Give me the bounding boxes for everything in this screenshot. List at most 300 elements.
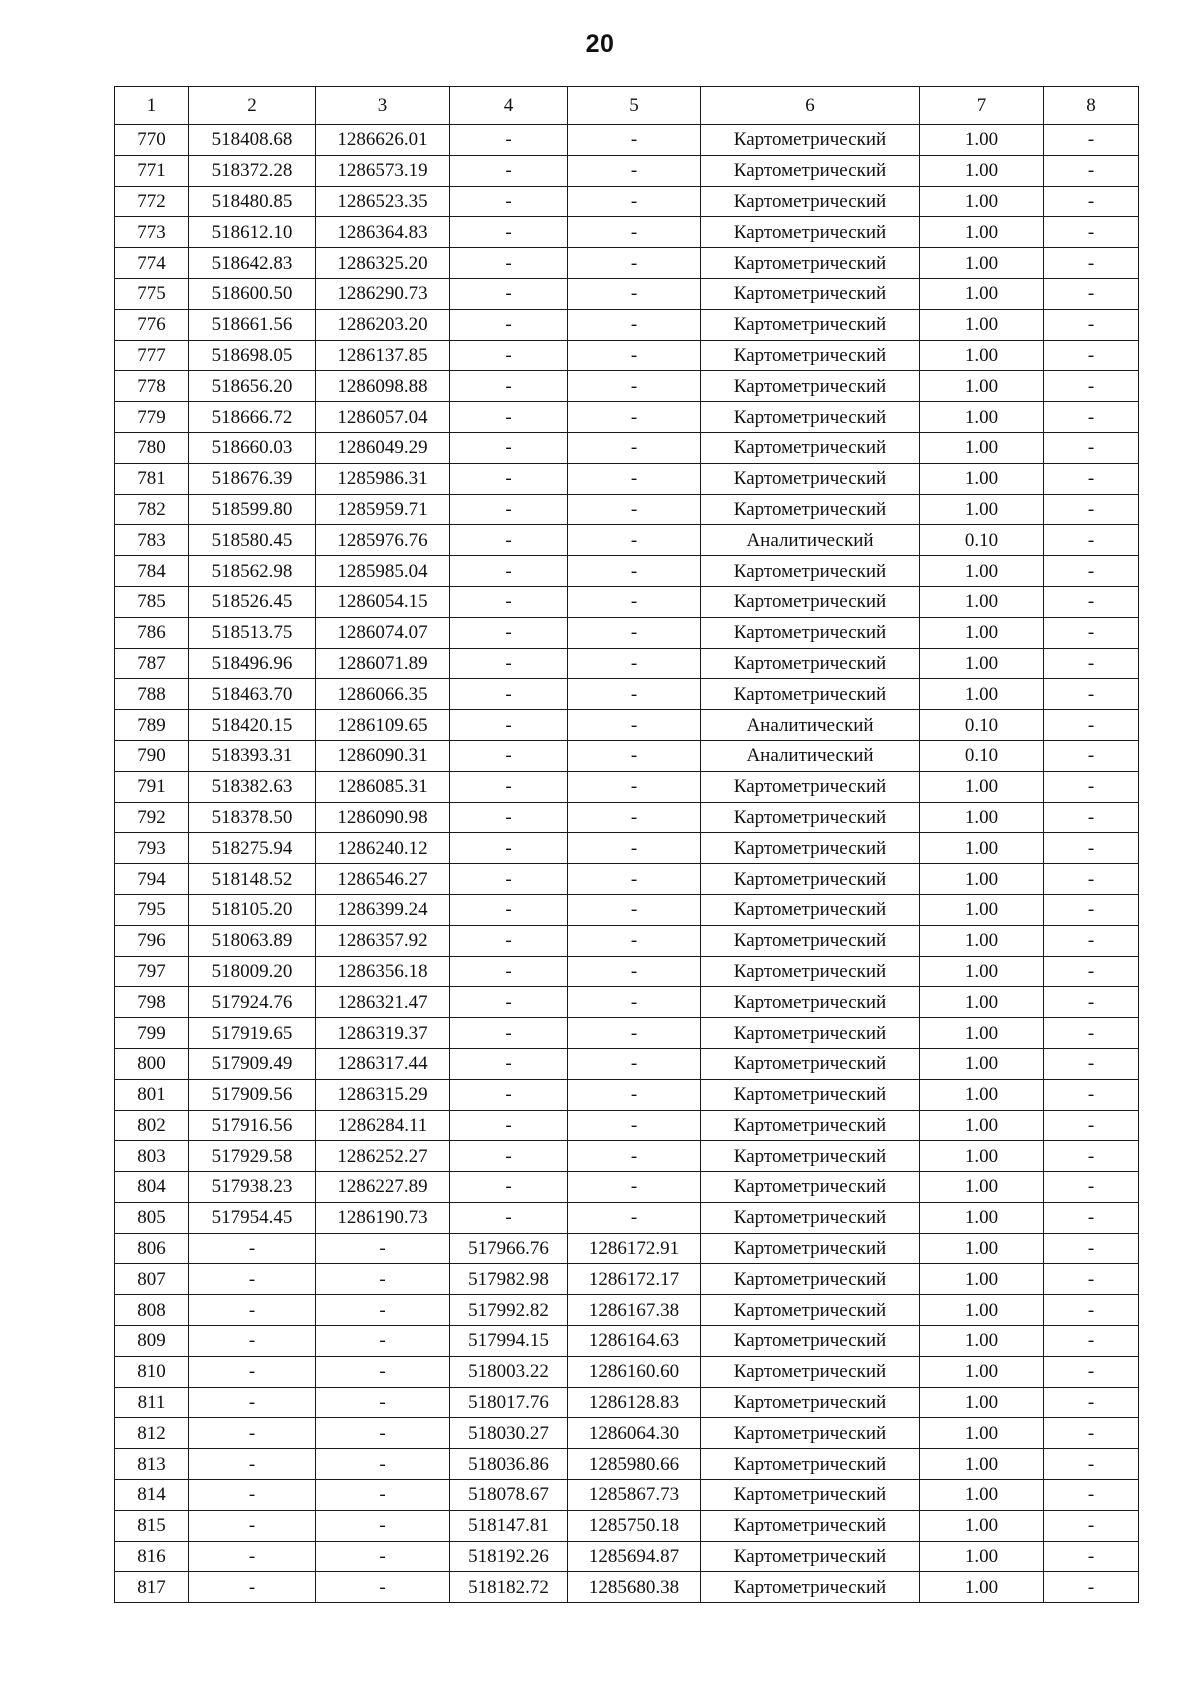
cell-y-old: 1286227.89: [316, 1172, 450, 1203]
cell-x-old: 518612.10: [189, 217, 316, 248]
cell-x-new: -: [450, 494, 568, 525]
cell-accuracy: 1.00: [920, 1110, 1044, 1141]
cell-point-number: 784: [115, 556, 189, 587]
cell-point-number: 798: [115, 987, 189, 1018]
cell-accuracy: 1.00: [920, 432, 1044, 463]
cell-description: -: [1044, 1480, 1139, 1511]
cell-method: Картометрический: [701, 1326, 920, 1357]
cell-point-number: 806: [115, 1233, 189, 1264]
cell-x-new: -: [450, 125, 568, 156]
cell-x-new: 518003.22: [450, 1356, 568, 1387]
cell-x-new: 517992.82: [450, 1295, 568, 1326]
cell-x-old: 518378.50: [189, 802, 316, 833]
cell-x-new: 518192.26: [450, 1541, 568, 1572]
cell-method: Картометрический: [701, 648, 920, 679]
cell-x-new: -: [450, 586, 568, 617]
cell-accuracy: 1.00: [920, 340, 1044, 371]
cell-point-number: 774: [115, 248, 189, 279]
cell-method: Картометрический: [701, 771, 920, 802]
cell-method: Картометрический: [701, 402, 920, 433]
cell-x-new: -: [450, 833, 568, 864]
cell-method: Картометрический: [701, 1233, 920, 1264]
cell-x-new: -: [450, 864, 568, 895]
table-header: [115, 87, 1139, 125]
cell-point-number: 777: [115, 340, 189, 371]
cell-x-old: 518599.80: [189, 494, 316, 525]
cell-x-new: -: [450, 740, 568, 771]
cell-accuracy: 1.00: [920, 956, 1044, 987]
cell-description: -: [1044, 864, 1139, 895]
cell-method: Картометрический: [701, 556, 920, 587]
cell-description: -: [1044, 617, 1139, 648]
cell-x-old: -: [189, 1326, 316, 1357]
cell-x-old: 518642.83: [189, 248, 316, 279]
cell-x-old: 518408.68: [189, 125, 316, 156]
cell-y-old: 1286190.73: [316, 1202, 450, 1233]
cell-accuracy: 1.00: [920, 1264, 1044, 1295]
table-row: [115, 586, 1139, 617]
cell-accuracy: 1.00: [920, 155, 1044, 186]
cell-y-old: 1286066.35: [316, 679, 450, 710]
cell-point-number: 779: [115, 402, 189, 433]
cell-x-old: 518666.72: [189, 402, 316, 433]
cell-description: -: [1044, 833, 1139, 864]
cell-y-old: 1286137.85: [316, 340, 450, 371]
table-row: [115, 1079, 1139, 1110]
cell-point-number: 778: [115, 371, 189, 402]
cell-point-number: 810: [115, 1356, 189, 1387]
cell-x-old: 518275.94: [189, 833, 316, 864]
cell-y-old: 1286098.88: [316, 371, 450, 402]
cell-point-number: 783: [115, 525, 189, 556]
cell-point-number: 796: [115, 925, 189, 956]
column-header-5: 5: [568, 87, 701, 125]
cell-x-new: -: [450, 956, 568, 987]
cell-point-number: 772: [115, 186, 189, 217]
cell-x-old: 518420.15: [189, 710, 316, 741]
column-header-7: 7: [920, 87, 1044, 125]
table-row: [115, 494, 1139, 525]
cell-y-new: -: [568, 987, 701, 1018]
cell-x-new: 518017.76: [450, 1387, 568, 1418]
cell-y-new: 1286128.83: [568, 1387, 701, 1418]
cell-x-new: -: [450, 617, 568, 648]
header-row: [115, 87, 1139, 125]
cell-x-old: 518009.20: [189, 956, 316, 987]
cell-accuracy: 1.00: [920, 1202, 1044, 1233]
table-row: [115, 525, 1139, 556]
cell-description: -: [1044, 1233, 1139, 1264]
cell-method: Картометрический: [701, 1079, 920, 1110]
cell-description: -: [1044, 1326, 1139, 1357]
cell-accuracy: 1.00: [920, 463, 1044, 494]
cell-y-old: 1286626.01: [316, 125, 450, 156]
cell-x-new: -: [450, 925, 568, 956]
cell-y-new: -: [568, 556, 701, 587]
cell-x-new: -: [450, 248, 568, 279]
table-row: [115, 309, 1139, 340]
table-row: [115, 740, 1139, 771]
cell-description: -: [1044, 1202, 1139, 1233]
cell-description: -: [1044, 679, 1139, 710]
cell-point-number: 799: [115, 1018, 189, 1049]
table-row: [115, 864, 1139, 895]
cell-y-old: 1286284.11: [316, 1110, 450, 1141]
cell-accuracy: 1.00: [920, 217, 1044, 248]
cell-y-old: 1286049.29: [316, 432, 450, 463]
cell-y-new: -: [568, 1110, 701, 1141]
cell-method: Картометрический: [701, 1048, 920, 1079]
cell-point-number: 805: [115, 1202, 189, 1233]
cell-point-number: 787: [115, 648, 189, 679]
cell-y-new: -: [568, 186, 701, 217]
cell-method: Картометрический: [701, 1018, 920, 1049]
cell-x-old: 518600.50: [189, 278, 316, 309]
table-row: [115, 1510, 1139, 1541]
cell-method: Картометрический: [701, 1202, 920, 1233]
cell-point-number: 816: [115, 1541, 189, 1572]
cell-y-new: -: [568, 802, 701, 833]
cell-accuracy: 1.00: [920, 1449, 1044, 1480]
table-row: [115, 432, 1139, 463]
cell-x-new: -: [450, 1018, 568, 1049]
cell-y-old: 1286357.92: [316, 925, 450, 956]
cell-y-old: -: [316, 1480, 450, 1511]
cell-accuracy: 1.00: [920, 248, 1044, 279]
table-row: [115, 463, 1139, 494]
table-row: [115, 1418, 1139, 1449]
table-row: [115, 1264, 1139, 1295]
cell-description: -: [1044, 371, 1139, 402]
cell-method: Картометрический: [701, 1295, 920, 1326]
cell-x-new: 518182.72: [450, 1572, 568, 1603]
cell-y-new: 1286164.63: [568, 1326, 701, 1357]
table-row: [115, 248, 1139, 279]
cell-y-old: 1286399.24: [316, 894, 450, 925]
cell-y-old: 1286546.27: [316, 864, 450, 895]
cell-accuracy: 0.10: [920, 525, 1044, 556]
cell-description: -: [1044, 1295, 1139, 1326]
cell-x-old: 517919.65: [189, 1018, 316, 1049]
cell-accuracy: 1.00: [920, 1541, 1044, 1572]
cell-x-new: -: [450, 1079, 568, 1110]
table-row: [115, 833, 1139, 864]
cell-method: Картометрический: [701, 340, 920, 371]
cell-point-number: 811: [115, 1387, 189, 1418]
table-row: [115, 1449, 1139, 1480]
cell-y-old: 1286071.89: [316, 648, 450, 679]
cell-x-new: -: [450, 1172, 568, 1203]
cell-method: Картометрический: [701, 1510, 920, 1541]
cell-method: Картометрический: [701, 1449, 920, 1480]
cell-x-old: 518526.45: [189, 586, 316, 617]
cell-y-new: 1286064.30: [568, 1418, 701, 1449]
cell-y-new: 1286172.91: [568, 1233, 701, 1264]
column-header-4: 4: [450, 87, 568, 125]
cell-method: Картометрический: [701, 1141, 920, 1172]
table-row: [115, 217, 1139, 248]
cell-description: -: [1044, 1264, 1139, 1295]
column-header-8: 8: [1044, 87, 1139, 125]
cell-method: Картометрический: [701, 309, 920, 340]
cell-point-number: 785: [115, 586, 189, 617]
cell-point-number: 786: [115, 617, 189, 648]
cell-method: Картометрический: [701, 925, 920, 956]
cell-y-old: 1285985.04: [316, 556, 450, 587]
table-body: [115, 125, 1139, 1603]
cell-x-new: -: [450, 894, 568, 925]
cell-x-new: -: [450, 1141, 568, 1172]
cell-y-old: 1286319.37: [316, 1018, 450, 1049]
cell-accuracy: 1.00: [920, 679, 1044, 710]
cell-x-new: -: [450, 463, 568, 494]
cell-x-old: 518661.56: [189, 309, 316, 340]
table-row: [115, 402, 1139, 433]
cell-method: Картометрический: [701, 248, 920, 279]
cell-description: -: [1044, 586, 1139, 617]
cell-y-new: -: [568, 679, 701, 710]
cell-y-old: 1285959.71: [316, 494, 450, 525]
cell-point-number: 800: [115, 1048, 189, 1079]
cell-x-old: -: [189, 1480, 316, 1511]
cell-x-new: -: [450, 432, 568, 463]
cell-x-new: -: [450, 402, 568, 433]
cell-accuracy: 1.00: [920, 1480, 1044, 1511]
cell-y-new: -: [568, 833, 701, 864]
cell-point-number: 773: [115, 217, 189, 248]
cell-y-old: -: [316, 1449, 450, 1480]
cell-description: -: [1044, 1018, 1139, 1049]
column-header-1: 1: [115, 87, 189, 125]
cell-method: Картометрический: [701, 956, 920, 987]
cell-method: Картометрический: [701, 1172, 920, 1203]
cell-method: Картометрический: [701, 1418, 920, 1449]
cell-description: -: [1044, 1449, 1139, 1480]
page-number: 20: [585, 30, 615, 58]
cell-description: -: [1044, 309, 1139, 340]
cell-accuracy: 1.00: [920, 186, 1044, 217]
cell-y-old: -: [316, 1356, 450, 1387]
cell-description: -: [1044, 402, 1139, 433]
cell-accuracy: 1.00: [920, 771, 1044, 802]
cell-accuracy: 1.00: [920, 1418, 1044, 1449]
cell-x-old: 517909.49: [189, 1048, 316, 1079]
table-row: [115, 771, 1139, 802]
cell-description: -: [1044, 1048, 1139, 1079]
cell-description: -: [1044, 771, 1139, 802]
cell-description: -: [1044, 1356, 1139, 1387]
cell-point-number: 809: [115, 1326, 189, 1357]
cell-point-number: 788: [115, 679, 189, 710]
cell-x-old: 517924.76: [189, 987, 316, 1018]
cell-x-new: -: [450, 155, 568, 186]
cell-description: -: [1044, 432, 1139, 463]
cell-accuracy: 1.00: [920, 1326, 1044, 1357]
cell-x-old: 518463.70: [189, 679, 316, 710]
cell-y-old: 1286057.04: [316, 402, 450, 433]
cell-y-new: 1285867.73: [568, 1480, 701, 1511]
cell-method: Картометрический: [701, 1541, 920, 1572]
cell-accuracy: 0.10: [920, 710, 1044, 741]
cell-x-new: -: [450, 371, 568, 402]
cell-x-new: -: [450, 710, 568, 741]
cell-description: -: [1044, 710, 1139, 741]
cell-accuracy: 1.00: [920, 1510, 1044, 1541]
cell-y-new: 1285980.66: [568, 1449, 701, 1480]
table-row: [115, 556, 1139, 587]
cell-y-old: -: [316, 1418, 450, 1449]
cell-x-new: -: [450, 186, 568, 217]
cell-x-new: -: [450, 278, 568, 309]
cell-point-number: 803: [115, 1141, 189, 1172]
cell-y-new: -: [568, 1141, 701, 1172]
cell-y-new: -: [568, 278, 701, 309]
cell-y-new: 1285694.87: [568, 1541, 701, 1572]
cell-method: Картометрический: [701, 1264, 920, 1295]
cell-x-new: 517982.98: [450, 1264, 568, 1295]
table-row: [115, 340, 1139, 371]
table-row: [115, 125, 1139, 156]
cell-y-old: -: [316, 1326, 450, 1357]
cell-y-old: 1286240.12: [316, 833, 450, 864]
cell-method: Картометрический: [701, 1480, 920, 1511]
cell-y-old: 1286356.18: [316, 956, 450, 987]
cell-description: -: [1044, 463, 1139, 494]
cell-y-new: -: [568, 1079, 701, 1110]
cell-x-old: 518580.45: [189, 525, 316, 556]
cell-accuracy: 1.00: [920, 1141, 1044, 1172]
cell-x-new: 518030.27: [450, 1418, 568, 1449]
cell-y-old: 1286290.73: [316, 278, 450, 309]
cell-accuracy: 1.00: [920, 802, 1044, 833]
cell-x-new: 518036.86: [450, 1449, 568, 1480]
cell-y-new: -: [568, 1202, 701, 1233]
cell-x-old: 518382.63: [189, 771, 316, 802]
cell-description: -: [1044, 1387, 1139, 1418]
cell-x-new: -: [450, 771, 568, 802]
cell-y-old: 1286252.27: [316, 1141, 450, 1172]
cell-y-new: -: [568, 1172, 701, 1203]
cell-x-new: -: [450, 1110, 568, 1141]
cell-accuracy: 1.00: [920, 1295, 1044, 1326]
cell-x-old: -: [189, 1356, 316, 1387]
table-row: [115, 802, 1139, 833]
cell-method: Картометрический: [701, 864, 920, 895]
cell-x-old: 518480.85: [189, 186, 316, 217]
table-row: [115, 987, 1139, 1018]
cell-x-old: -: [189, 1572, 316, 1603]
table-row: [115, 1048, 1139, 1079]
table-row: [115, 1141, 1139, 1172]
table-row: [115, 894, 1139, 925]
cell-x-new: -: [450, 802, 568, 833]
cell-description: -: [1044, 1110, 1139, 1141]
cell-x-old: 518660.03: [189, 432, 316, 463]
cell-y-old: 1286074.07: [316, 617, 450, 648]
cell-description: -: [1044, 648, 1139, 679]
cell-method: Картометрический: [701, 833, 920, 864]
cell-y-old: 1286321.47: [316, 987, 450, 1018]
cell-method: Картометрический: [701, 586, 920, 617]
cell-y-new: -: [568, 525, 701, 556]
cell-x-old: 518148.52: [189, 864, 316, 895]
cell-description: -: [1044, 740, 1139, 771]
cell-point-number: 780: [115, 432, 189, 463]
cell-accuracy: 1.00: [920, 1018, 1044, 1049]
cell-y-new: -: [568, 217, 701, 248]
cell-accuracy: 1.00: [920, 1387, 1044, 1418]
cell-description: -: [1044, 525, 1139, 556]
table-row: [115, 1326, 1139, 1357]
cell-description: -: [1044, 925, 1139, 956]
cell-description: -: [1044, 1141, 1139, 1172]
cell-accuracy: 1.00: [920, 586, 1044, 617]
cell-y-new: -: [568, 402, 701, 433]
cell-x-old: -: [189, 1418, 316, 1449]
cell-x-new: -: [450, 217, 568, 248]
cell-y-old: 1285976.76: [316, 525, 450, 556]
column-header-2: 2: [189, 87, 316, 125]
cell-point-number: 770: [115, 125, 189, 156]
table-row: [115, 1110, 1139, 1141]
cell-description: -: [1044, 186, 1139, 217]
cell-method: Картометрический: [701, 217, 920, 248]
cell-x-old: 518372.28: [189, 155, 316, 186]
cell-accuracy: 1.00: [920, 1048, 1044, 1079]
cell-method: Картометрический: [701, 463, 920, 494]
cell-y-old: 1286364.83: [316, 217, 450, 248]
cell-point-number: 782: [115, 494, 189, 525]
table-row: [115, 1202, 1139, 1233]
cell-description: -: [1044, 217, 1139, 248]
cell-y-new: -: [568, 248, 701, 279]
cell-accuracy: 1.00: [920, 494, 1044, 525]
cell-description: -: [1044, 1510, 1139, 1541]
cell-point-number: 815: [115, 1510, 189, 1541]
cell-y-old: 1286573.19: [316, 155, 450, 186]
cell-x-old: 518496.96: [189, 648, 316, 679]
cell-description: -: [1044, 155, 1139, 186]
cell-y-new: 1286167.38: [568, 1295, 701, 1326]
column-header-3: 3: [316, 87, 450, 125]
cell-accuracy: 1.00: [920, 925, 1044, 956]
table-row: [115, 710, 1139, 741]
cell-description: -: [1044, 894, 1139, 925]
cell-description: -: [1044, 278, 1139, 309]
cell-x-old: -: [189, 1541, 316, 1572]
cell-method: Картометрический: [701, 1356, 920, 1387]
cell-y-old: -: [316, 1387, 450, 1418]
cell-method: Аналитический: [701, 710, 920, 741]
cell-x-new: 518078.67: [450, 1480, 568, 1511]
cell-x-new: -: [450, 309, 568, 340]
cell-method: Картометрический: [701, 278, 920, 309]
cell-point-number: 812: [115, 1418, 189, 1449]
table-row: [115, 925, 1139, 956]
cell-accuracy: 1.00: [920, 556, 1044, 587]
cell-point-number: 792: [115, 802, 189, 833]
cell-point-number: 804: [115, 1172, 189, 1203]
cell-accuracy: 1.00: [920, 864, 1044, 895]
cell-y-old: 1286109.65: [316, 710, 450, 741]
cell-method: Картометрический: [701, 186, 920, 217]
table-row: [115, 371, 1139, 402]
cell-y-new: -: [568, 463, 701, 494]
cell-method: Картометрический: [701, 1572, 920, 1603]
cell-y-old: 1286090.31: [316, 740, 450, 771]
cell-point-number: 776: [115, 309, 189, 340]
cell-point-number: 775: [115, 278, 189, 309]
